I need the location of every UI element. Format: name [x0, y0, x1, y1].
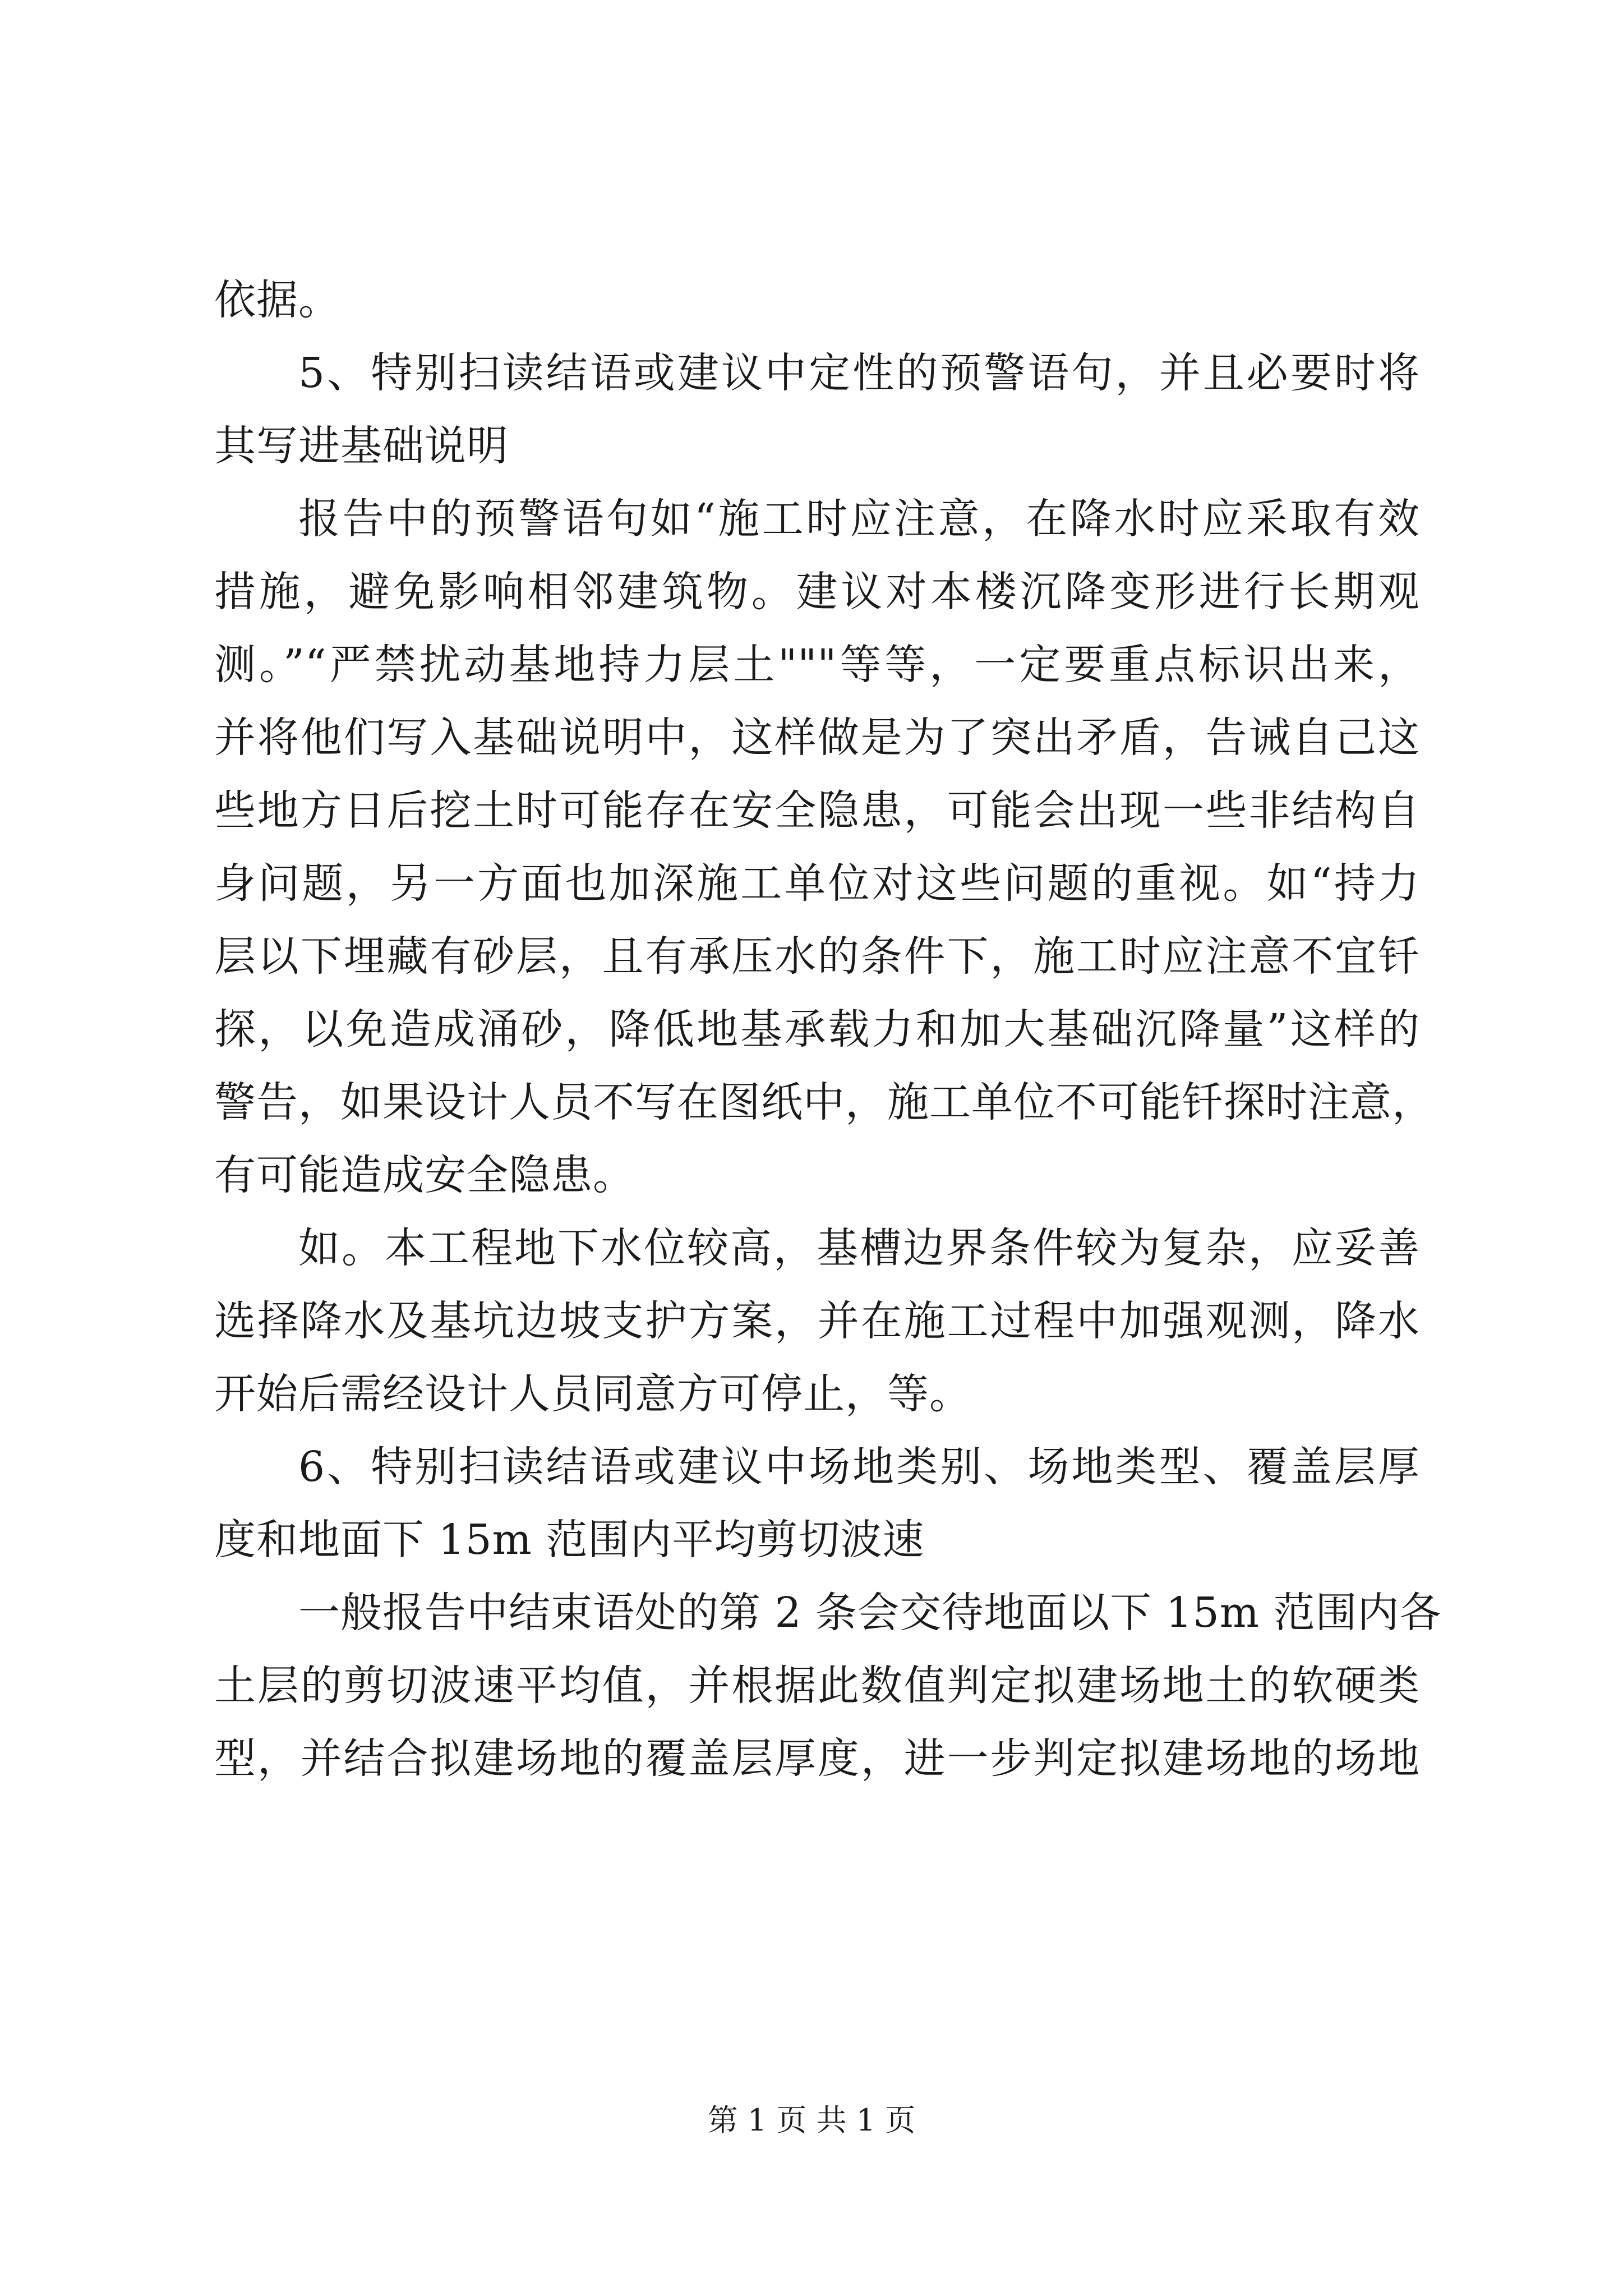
text-line: 5、特别扫读结语或建议中定性的预警语句，并且必要时将 — [298, 349, 1420, 397]
text-line: 度和地面下 15m 范围内平均剪切波速 — [214, 1516, 925, 1564]
text-line: 警告，如果设计人员不写在图纸中，施工单位不可能钎探时注意， — [214, 1078, 1434, 1126]
text-line: 些地方日后挖土时可能存在安全隐患，可能会出现一些非结构自 — [214, 786, 1420, 835]
text-line: 其写进基础说明 — [214, 422, 509, 470]
page-number-footer: 第 1 页 共 1 页 — [707, 2102, 916, 2138]
text-line: 探，以免造成涌砂，降低地基承载力和加大基础沉降量”这样的 — [214, 1005, 1420, 1053]
text-line: 身问题，另一方面也加深施工单位对这些问题的重视。如“持力 — [214, 859, 1420, 908]
text-line: 如。本工程地下水位较高，基槽边界条件较为复杂，应妥善 — [298, 1224, 1420, 1272]
text-line: 有可能造成安全隐患。 — [214, 1151, 635, 1199]
text-line: 型，并结合拟建场地的覆盖层厚度，进一步判定拟建场地的场地 — [214, 1734, 1420, 1783]
text-line: 测。”“严禁扰动基地持力层土"""等等，一定要重点标识出来， — [214, 641, 1420, 689]
text-line: 6、特别扫读结语或建议中场地类别、场地类型、覆盖层厚 — [298, 1443, 1420, 1491]
text-line: 报告中的预警语句如“施工时应注意，在降水时应采取有效 — [298, 495, 1420, 543]
text-line: 层以下埋藏有砂层，且有承压水的条件下，施工时应注意不宜钎 — [214, 932, 1420, 981]
text-line: 一般报告中结束语处的第 2 条会交待地面以下 15m 范围内各 — [298, 1589, 1442, 1637]
text-line: 并将他们写入基础说明中，这样做是为了突出矛盾，告诫自己这 — [214, 714, 1420, 762]
text-line: 土层的剪切波速平均值，并根据此数值判定拟建场地土的软硬类 — [214, 1662, 1420, 1710]
text-line: 开始后需经设计人员同意方可停止，等。 — [214, 1370, 971, 1418]
text-line: 选择降水及基坑边坡支护方案，并在施工过程中加强观测，降水 — [214, 1297, 1420, 1345]
text-line: 依据。 — [214, 276, 340, 324]
text-line: 措施，避免影响相邻建筑物。建议对本楼沉降变形进行长期观 — [214, 568, 1420, 616]
